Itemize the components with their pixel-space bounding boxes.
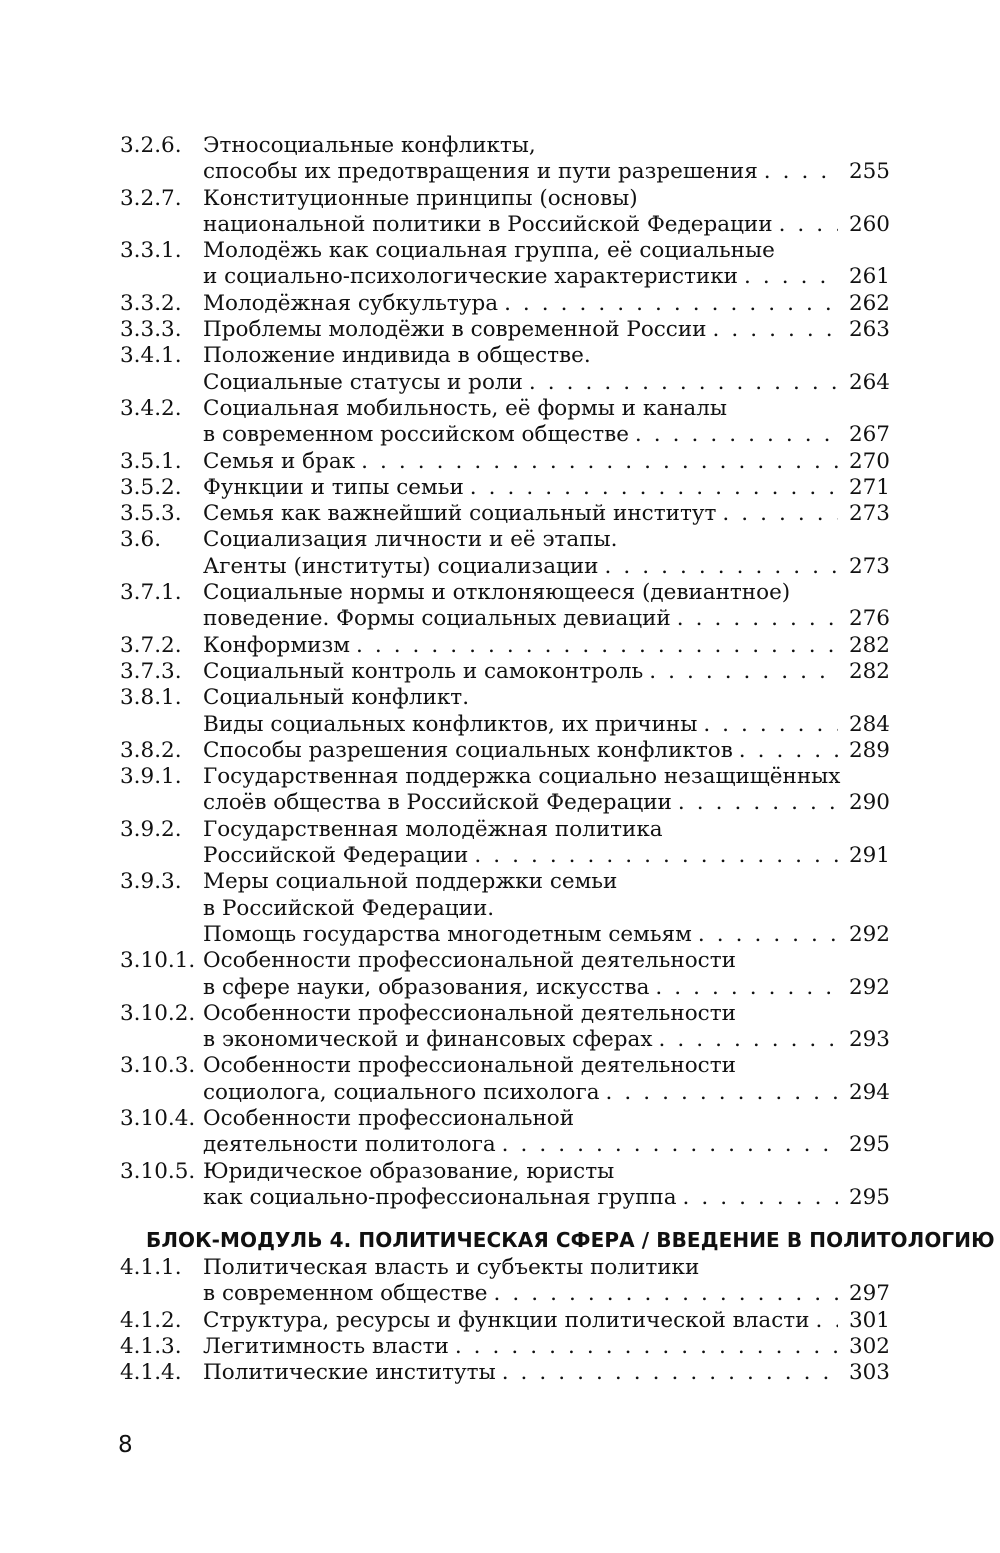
toc-entry-title-line: Особенности профессиональной деятельности xyxy=(203,948,736,974)
toc-entry-title-line: Социальный конфликт. xyxy=(203,685,470,711)
toc-entry-page: 291 xyxy=(848,843,890,869)
toc-entry xyxy=(120,659,890,685)
dot-leader xyxy=(606,1080,838,1106)
toc-entry xyxy=(120,527,890,580)
dot-leader xyxy=(502,1360,838,1386)
toc-entry-title-line: социолога, социального психолога xyxy=(203,1079,600,1105)
toc-entry-title-line: Положение индивида в обществе. xyxy=(203,343,591,369)
toc-entry-page: 282 xyxy=(848,632,890,658)
toc-entry xyxy=(120,738,890,764)
toc-entry xyxy=(120,764,890,817)
toc-entry-number: 3.6. xyxy=(120,527,162,553)
toc-entry-title-line: Семья и брак xyxy=(203,448,356,474)
toc-entry-page: 292 xyxy=(848,921,890,947)
toc-entry-title-line: Социализация личности и её этапы. xyxy=(203,527,618,553)
toc-entry-title-line: Социальные нормы и отклоняющееся (девиантное) xyxy=(203,580,791,606)
dot-leader xyxy=(504,291,838,317)
toc-entry-title-line: Политические институты xyxy=(203,1360,496,1386)
toc-entry-number: 4.1.4. xyxy=(120,1360,182,1386)
toc-entry-number: 3.3.2. xyxy=(120,290,182,316)
dot-leader xyxy=(703,712,838,738)
dot-leader xyxy=(529,370,838,396)
toc-entry xyxy=(120,685,890,738)
dot-leader xyxy=(744,264,838,290)
toc-entry-title-line: Молодёжь как социальная группа, её социальные xyxy=(203,238,775,264)
dot-leader xyxy=(455,1334,838,1360)
toc-entry-title-line: Легитимность власти xyxy=(203,1334,449,1360)
toc-entry-title-line: Меры социальной поддержки семьи xyxy=(203,869,618,895)
toc-entry-number: 4.1.3. xyxy=(120,1334,182,1360)
toc-entry-title-line: Семья как важнейший социальный институт xyxy=(203,501,717,527)
toc-entry xyxy=(120,1255,890,1308)
toc-entry-title-line: Социальная мобильность, её формы и каналы xyxy=(203,395,727,421)
toc-entry-number: 3.4.1. xyxy=(120,343,182,369)
toc-entry-page: 294 xyxy=(848,1079,890,1105)
toc-entry-title-line: Молодёжная субкультура xyxy=(203,290,499,316)
toc-entry-number: 3.10.4. xyxy=(120,1105,196,1131)
toc-list-block-3 xyxy=(120,133,890,1211)
toc-entry-title-line: в современном обществе xyxy=(203,1281,488,1307)
dot-leader xyxy=(502,1132,838,1158)
toc-entry-page: 273 xyxy=(848,501,890,527)
toc-entry-title-line: Виды социальных конфликтов, их причины xyxy=(203,711,698,737)
toc-entry-number: 3.5.1. xyxy=(120,448,182,474)
toc-entry-title-line: Государственная поддержка социально незащищённых xyxy=(203,764,841,790)
toc-entry-title-line: Способы разрешения социальных конфликтов xyxy=(203,737,733,763)
toc-entry-title-line: Конформизм xyxy=(203,632,350,658)
toc-entry-number: 3.2.7. xyxy=(120,185,182,211)
dot-leader xyxy=(816,1308,838,1334)
toc-entry-title-line: поведение. Формы социальных девиаций xyxy=(203,606,671,632)
toc-entry xyxy=(120,1334,890,1360)
toc-entry-number: 3.8.2. xyxy=(120,737,182,763)
toc-entry-page: 276 xyxy=(848,606,890,632)
toc-entry-page: 270 xyxy=(848,448,890,474)
toc-entry-title-line: Особенности профессиональной деятельности xyxy=(203,1000,736,1026)
dot-leader xyxy=(677,606,838,632)
toc-entry-page: 302 xyxy=(848,1334,890,1360)
toc-entry-title-line: в экономической и финансовых сферах xyxy=(203,1027,653,1053)
toc-entry-page: 264 xyxy=(848,369,890,395)
toc-entry-title-line: способы их предотвращения и пути разрешения xyxy=(203,159,758,185)
toc-entry xyxy=(120,238,890,291)
toc-entry-page: 297 xyxy=(848,1281,890,1307)
toc-entry-title-line: Юридическое образование, юристы xyxy=(203,1158,615,1184)
toc-entry-page: 289 xyxy=(848,737,890,763)
block-heading: БЛОК-МОДУЛЬ 4. ПОЛИТИЧЕСКАЯ СФЕРА / ВВЕДЕНИЕ В ПОЛИТОЛОГИЮ xyxy=(146,1228,995,1253)
dot-leader xyxy=(722,501,838,527)
dot-leader xyxy=(764,159,838,185)
toc-entry xyxy=(120,475,890,501)
toc-entry xyxy=(120,317,890,343)
dot-leader xyxy=(658,1027,838,1053)
dot-leader xyxy=(779,212,838,238)
dot-leader xyxy=(713,317,838,343)
toc-entry xyxy=(120,343,890,396)
toc-entry-title-line: Структура, ресурсы и функции политической власти xyxy=(203,1307,810,1333)
dot-leader xyxy=(605,554,838,580)
toc-entry-page: 292 xyxy=(848,974,890,1000)
dot-leader xyxy=(361,449,838,475)
toc-entry-title-line: Проблемы молодёжи в современной России xyxy=(203,317,707,343)
toc-entry-title-line: слоёв общества в Российской Федерации xyxy=(203,790,672,816)
toc-entry-title-line: Политическая власть и субъекты политики xyxy=(203,1255,700,1281)
toc-list-block-4 xyxy=(120,1255,890,1386)
toc-entry-page: 290 xyxy=(848,790,890,816)
toc-entry xyxy=(120,948,890,1001)
toc-entry-number: 3.8.1. xyxy=(120,685,182,711)
toc-entry-title-line: Государственная молодёжная политика xyxy=(203,816,663,842)
toc-entry-page: 263 xyxy=(848,317,890,343)
toc-entry xyxy=(120,186,890,239)
toc-entry xyxy=(120,817,890,870)
toc-entry-number: 4.1.1. xyxy=(120,1255,182,1281)
toc-entry-title-line: национальной политики в Российской Федерации xyxy=(203,211,773,237)
toc-entry-page: 295 xyxy=(848,1132,890,1158)
toc-entry-number: 3.10.2. xyxy=(120,1000,196,1026)
toc-entry-number: 3.3.3. xyxy=(120,317,182,343)
toc-entry-title-line: Конституционные принципы (основы) xyxy=(203,185,638,211)
toc-entry-title-line: и социально-психологические характеристики xyxy=(203,264,739,290)
dot-leader xyxy=(494,1281,839,1307)
toc-entry xyxy=(120,869,890,948)
toc-entry-title-line: Российской Федерации xyxy=(203,843,469,869)
dot-leader xyxy=(739,738,838,764)
toc-entry-number: 3.9.1. xyxy=(120,764,182,790)
dot-leader xyxy=(470,475,838,501)
toc-entry-page: 255 xyxy=(848,159,890,185)
toc-entry-title-line: деятельности политолога xyxy=(203,1132,496,1158)
toc-entry xyxy=(120,633,890,659)
toc-entry-title-line: в Российской Федерации. xyxy=(203,895,495,921)
toc-entry-title-line: Особенности профессиональной деятельности xyxy=(203,1053,736,1079)
toc-entry xyxy=(120,1106,890,1159)
toc-entry-number: 3.7.1. xyxy=(120,580,182,606)
toc-entry-title-line: Агенты (институты) социализации xyxy=(203,553,599,579)
toc-entry-number: 3.7.2. xyxy=(120,632,182,658)
toc-entry-page: 260 xyxy=(848,211,890,237)
page-number: 8 xyxy=(118,1432,133,1458)
toc-entry xyxy=(120,1053,890,1106)
toc-entry-number: 3.9.2. xyxy=(120,816,182,842)
toc-entry-title-line: Особенности профессиональной xyxy=(203,1105,575,1131)
dot-leader xyxy=(356,633,838,659)
dot-leader xyxy=(683,1185,838,1211)
toc-entry-page: 267 xyxy=(848,422,890,448)
toc-entry-page: 282 xyxy=(848,658,890,684)
toc-entry-page: 273 xyxy=(848,553,890,579)
toc-entry-title-line: Социальный контроль и самоконтроль xyxy=(203,658,644,684)
toc-entry xyxy=(120,291,890,317)
toc-entry-number: 3.3.1. xyxy=(120,238,182,264)
toc-entry-page: 301 xyxy=(848,1307,890,1333)
toc-entry xyxy=(120,133,890,186)
toc-entry-title-line: как социально-профессиональная группа xyxy=(203,1184,677,1210)
toc-entry xyxy=(120,1159,890,1212)
toc-page xyxy=(120,133,995,1387)
dot-leader xyxy=(649,659,838,685)
toc-entry-number: 3.2.6. xyxy=(120,133,182,158)
toc-entry-page: 284 xyxy=(848,711,890,737)
toc-entry-number: 3.10.3. xyxy=(120,1053,196,1079)
toc-entry xyxy=(120,1360,890,1386)
toc-entry-number: 3.7.3. xyxy=(120,658,182,684)
toc-entry xyxy=(120,396,890,449)
toc-entry-number: 3.10.5. xyxy=(120,1158,196,1184)
toc-entry-page: 293 xyxy=(848,1027,890,1053)
toc-entry-number: 3.4.2. xyxy=(120,395,182,421)
toc-entry-page: 295 xyxy=(848,1184,890,1210)
toc-entry-number: 4.1.2. xyxy=(120,1307,182,1333)
toc-entry-title-line: Помощь государства многодетным семьям xyxy=(203,921,692,947)
dot-leader xyxy=(474,843,838,869)
toc-entry-title-line: Этносоциальные конфликты, xyxy=(203,133,536,158)
toc-entry-number: 3.9.3. xyxy=(120,869,182,895)
toc-entry xyxy=(120,580,890,633)
toc-entry-page: 271 xyxy=(848,474,890,500)
toc-entry-number: 3.5.2. xyxy=(120,474,182,500)
toc-entry-number: 3.5.3. xyxy=(120,501,182,527)
dot-leader xyxy=(635,422,838,448)
toc-entry-title-line: Функции и типы семьи xyxy=(203,474,464,500)
toc-entry-page: 262 xyxy=(848,290,890,316)
dot-leader xyxy=(678,790,838,816)
toc-entry xyxy=(120,1308,890,1334)
toc-entry-page: 261 xyxy=(848,264,890,290)
toc-entry-number: 3.10.1. xyxy=(120,948,196,974)
toc-entry xyxy=(120,1001,890,1054)
toc-entry-page: 303 xyxy=(848,1360,890,1386)
toc-entry xyxy=(120,449,890,475)
dot-leader xyxy=(698,922,838,948)
dot-leader xyxy=(655,975,838,1001)
toc-entry xyxy=(120,501,890,527)
toc-entry-title-line: в современном российском обществе xyxy=(203,422,629,448)
toc-entry-title-line: в сфере науки, образования, искусства xyxy=(203,974,650,1000)
toc-entry-title-line: Социальные статусы и роли xyxy=(203,369,523,395)
